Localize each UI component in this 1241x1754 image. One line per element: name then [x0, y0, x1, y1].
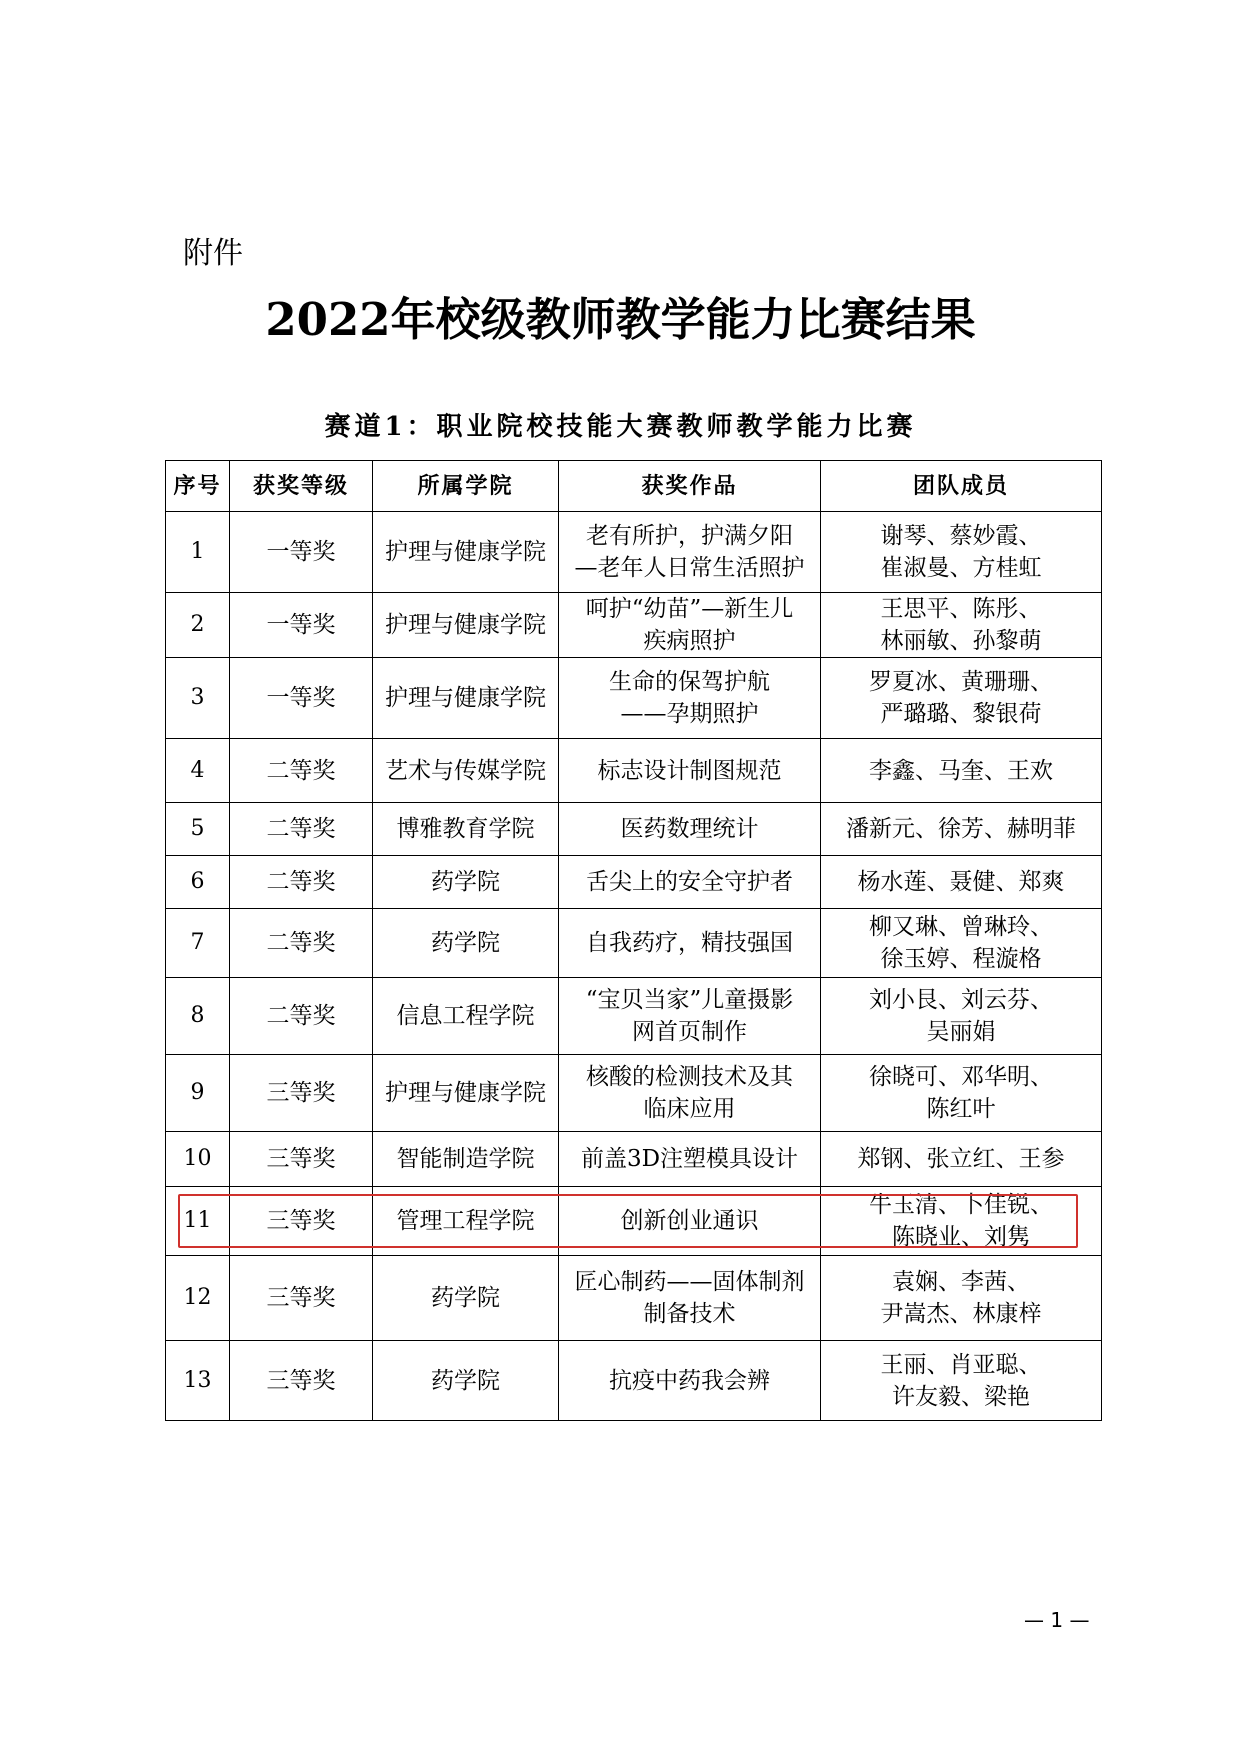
cell-members-line: 郑钢、张立红、王参 [857, 1146, 1065, 1172]
cell-award-level: 三等奖 [230, 1132, 373, 1187]
cell-members-line: 陈红叶 [926, 1096, 996, 1122]
cell-work-line: 自我药疗，精技强国 [586, 930, 793, 956]
cell-seq: 8 [166, 978, 230, 1055]
table-row [166, 1132, 1102, 1187]
cell-work [559, 658, 821, 739]
cell-work-line: 疾病照护 [643, 628, 736, 654]
cell-members [821, 512, 1102, 593]
table-row [166, 1055, 1102, 1132]
cell-seq: 12 [166, 1256, 230, 1341]
cell-work-line: 舌尖上的安全守护者 [586, 869, 793, 895]
cell-work [559, 1055, 821, 1132]
cell-work-line: 抗疫中药我会辨 [609, 1367, 770, 1394]
column-header-seq: 序号 [166, 461, 230, 512]
highlight-box [178, 1194, 1078, 1248]
cell-award-level: 二等奖 [230, 978, 373, 1055]
table-row [166, 909, 1102, 978]
column-header-work: 获奖作品 [559, 461, 821, 512]
cell-members-line: 罗夏冰、黄珊珊、 [869, 669, 1053, 695]
cell-members-line: 柳又琳、曾琳玲、 [869, 914, 1053, 940]
cell-work-line: 制备技术 [643, 1301, 736, 1327]
cell-members-line: 严璐璐、黎银荷 [880, 701, 1042, 727]
cell-seq: 11 [166, 1187, 230, 1256]
cell-work [559, 1341, 821, 1421]
cell-seq: 6 [166, 856, 230, 909]
cell-work-line: 医药数理统计 [620, 816, 759, 842]
cell-work-line: ——孕期照护 [620, 701, 759, 727]
column-header-level: 获奖等级 [230, 461, 373, 512]
cell-work-line: 前盖3D注塑模具设计 [580, 1146, 799, 1172]
cell-award-level: 三等奖 [230, 1341, 373, 1421]
cell-work [559, 1256, 821, 1341]
cell-award-level: 一等奖 [230, 593, 373, 658]
cell-award-level: 三等奖 [230, 1055, 373, 1132]
cell-college: 护理与健康学院 [373, 512, 559, 593]
cell-members-line: 牛玉清、卜佳锐、 [869, 1192, 1053, 1218]
table-row [166, 978, 1102, 1055]
cell-members [821, 739, 1102, 803]
cell-members [821, 593, 1102, 658]
cell-work-line: 创新创业通识 [620, 1208, 759, 1234]
cell-award-level: 一等奖 [230, 658, 373, 739]
cell-members [821, 909, 1102, 978]
cell-work-line: 匠心制药——固体制剂 [574, 1269, 805, 1295]
cell-work [559, 978, 821, 1055]
cell-members [821, 856, 1102, 909]
cell-work [559, 1132, 821, 1187]
cell-members [821, 1132, 1102, 1187]
cell-work [559, 512, 821, 593]
cell-college: 博雅教育学院 [373, 803, 559, 856]
results-table [165, 460, 1102, 1421]
cell-work-line: 生命的保驾护航 [609, 669, 770, 695]
cell-work-line: 老有所护，护满夕阳 [586, 523, 793, 549]
cell-members-line: 徐晓可、邓华明、 [869, 1064, 1053, 1090]
cell-work-line: “宝贝当家”儿童摄影 [585, 987, 794, 1013]
cell-award-level: 二等奖 [230, 739, 373, 803]
cell-college: 药学院 [373, 856, 559, 909]
cell-award-level: 三等奖 [230, 1256, 373, 1341]
cell-seq: 3 [166, 658, 230, 739]
cell-seq: 4 [166, 739, 230, 803]
table-row [166, 593, 1102, 658]
cell-members-line: 王丽、肖亚聪、 [880, 1351, 1042, 1378]
cell-award-level: 二等奖 [230, 803, 373, 856]
table-row [166, 739, 1102, 803]
cell-members-line: 刘小艮、刘云芬、 [869, 987, 1053, 1013]
cell-work [559, 739, 821, 803]
cell-members-line: 徐玉婷、程漩格 [880, 946, 1042, 972]
cell-work [559, 909, 821, 978]
cell-college: 艺术与传媒学院 [373, 739, 559, 803]
cell-members-line: 许友毅、梁艳 [892, 1383, 1030, 1410]
cell-college: 管理工程学院 [373, 1187, 559, 1256]
cell-college: 智能制造学院 [373, 1132, 559, 1187]
cell-college: 护理与健康学院 [373, 1055, 559, 1132]
cell-award-level: 一等奖 [230, 512, 373, 593]
cell-work [559, 803, 821, 856]
table-header-row [166, 461, 1102, 512]
page-number: — 1 — [1024, 1608, 1090, 1632]
table-body [166, 512, 1102, 1421]
attachment-label: 附件 [183, 236, 243, 271]
cell-members-line: 崔淑曼、方桂虹 [880, 555, 1042, 581]
cell-seq: 7 [166, 909, 230, 978]
cell-work-line: 呵护“幼苗”—新生儿 [585, 596, 794, 622]
cell-work [559, 593, 821, 658]
cell-members [821, 1055, 1102, 1132]
cell-college: 药学院 [373, 1341, 559, 1421]
cell-seq: 1 [166, 512, 230, 593]
cell-members-line: 李鑫、马奎、王欢 [869, 757, 1053, 784]
cell-seq: 10 [166, 1132, 230, 1187]
cell-seq: 9 [166, 1055, 230, 1132]
cell-members [821, 658, 1102, 739]
cell-members-line: 袁娴、李茜、 [892, 1269, 1030, 1295]
column-header-members: 团队成员 [821, 461, 1102, 512]
cell-seq: 2 [166, 593, 230, 658]
column-header-college: 所属学院 [373, 461, 559, 512]
cell-award-level: 三等奖 [230, 1187, 373, 1256]
cell-members-line: 潘新元、徐芳、赫明菲 [846, 816, 1076, 842]
table-row [166, 803, 1102, 856]
cell-award-level: 二等奖 [230, 909, 373, 978]
table-row [166, 512, 1102, 593]
cell-college: 信息工程学院 [373, 978, 559, 1055]
cell-members [821, 1256, 1102, 1341]
cell-college: 护理与健康学院 [373, 658, 559, 739]
cell-work [559, 856, 821, 909]
cell-college: 药学院 [373, 909, 559, 978]
track-title: 赛道1：职业院校技能大赛教师教学能力比赛 [324, 412, 917, 442]
cell-members-line: 王思平、陈彤、 [880, 596, 1042, 622]
cell-members-line: 尹嵩杰、林康梓 [880, 1301, 1042, 1327]
table-row [166, 1256, 1102, 1341]
table-row [166, 1341, 1102, 1421]
table-row [166, 856, 1102, 909]
cell-members-line: 陈晓业、刘隽 [892, 1224, 1030, 1250]
cell-work-line: —老年人日常生活照护 [574, 555, 805, 581]
cell-college: 药学院 [373, 1256, 559, 1341]
cell-work-line: 核酸的检测技术及其 [586, 1064, 793, 1090]
cell-members-line: 谢琴、蔡妙霞、 [880, 523, 1042, 549]
document-title: 2022年校级教师教学能力比赛结果 [265, 293, 976, 346]
cell-members-line: 杨水莲、聂健、郑爽 [857, 869, 1065, 895]
cell-work-line: 网首页制作 [632, 1019, 747, 1045]
cell-members-line: 林丽敏、孙黎萌 [880, 628, 1042, 654]
cell-seq: 5 [166, 803, 230, 856]
cell-members [821, 1341, 1102, 1421]
cell-work-line: 标志设计制图规范 [597, 757, 782, 784]
cell-members-line: 吴丽娟 [926, 1019, 996, 1045]
cell-award-level: 二等奖 [230, 856, 373, 909]
cell-members [821, 978, 1102, 1055]
cell-seq: 13 [166, 1341, 230, 1421]
cell-members [821, 803, 1102, 856]
cell-work-line: 临床应用 [643, 1096, 736, 1122]
cell-college: 护理与健康学院 [373, 593, 559, 658]
table-row [166, 658, 1102, 739]
